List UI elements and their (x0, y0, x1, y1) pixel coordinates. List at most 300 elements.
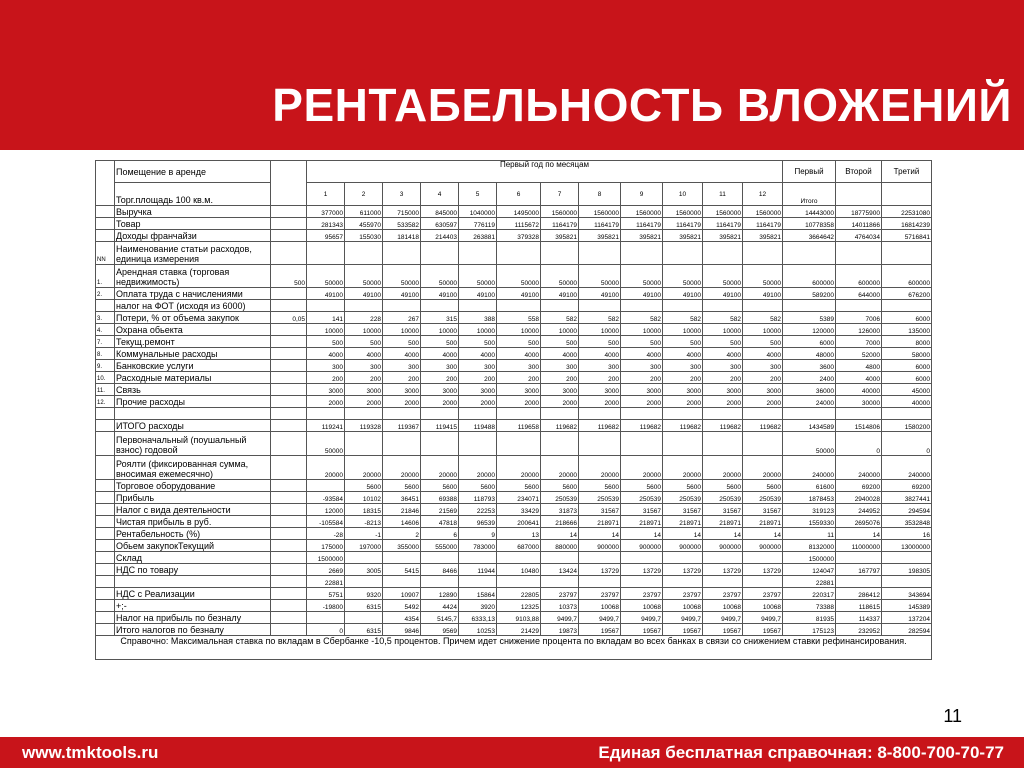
row-number-cell (96, 600, 115, 612)
month-value-cell (459, 408, 497, 420)
month-value-cell: 119328 (345, 420, 383, 432)
year-total-cell: 7000 (836, 336, 882, 348)
month-value-cell (459, 242, 497, 265)
month-value-cell: 9569 (421, 624, 459, 636)
month-value-cell: 900000 (663, 540, 703, 552)
year-total-cell: 198305 (882, 564, 932, 576)
month-header: 8 (579, 183, 621, 206)
month-value-cell: 1495000 (497, 206, 541, 218)
row-label-cell: Текущ.ремонт (115, 336, 271, 348)
month-value-cell: 395821 (621, 230, 663, 242)
month-value-cell (459, 432, 497, 456)
month-value-cell: 69388 (421, 492, 459, 504)
month-value-cell: 379328 (497, 230, 541, 242)
month-value-cell: 31567 (621, 504, 663, 516)
month-value-cell (541, 432, 579, 456)
year-total-cell: 11000000 (836, 540, 882, 552)
row-rate-cell (271, 230, 307, 242)
month-value-cell: 19567 (621, 624, 663, 636)
month-value-cell: 31567 (579, 504, 621, 516)
month-value-cell (743, 432, 783, 456)
month-value-cell: 10000 (497, 324, 541, 336)
year-total-cell: 2695076 (836, 516, 882, 528)
year-total-cell: 40000 (882, 396, 932, 408)
month-value-cell (421, 576, 459, 588)
row-rate-cell (271, 612, 307, 624)
month-value-cell: 582 (541, 312, 579, 324)
month-value-cell: 4424 (421, 600, 459, 612)
month-value-cell: 9103,88 (497, 612, 541, 624)
month-header: 1 (307, 183, 345, 206)
year-total-cell: 50000 (783, 432, 836, 456)
row-number-cell (96, 528, 115, 540)
month-value-cell: 50000 (383, 265, 421, 288)
year-total-cell: 286412 (836, 588, 882, 600)
row-label-cell: Товар (115, 218, 271, 230)
month-value-cell: 3000 (459, 384, 497, 396)
row-rate-cell (271, 348, 307, 360)
year-total-cell: 3664642 (783, 230, 836, 242)
month-value-cell: 3000 (383, 384, 421, 396)
table-row (96, 480, 932, 492)
month-value-cell: 388 (459, 312, 497, 324)
row-label-cell: Роялти (фиксированная сумма, вносимая ежемесячно) (115, 456, 271, 480)
month-value-cell: 2000 (421, 396, 459, 408)
month-value-cell: 900000 (579, 540, 621, 552)
year-total-cell: 52000 (836, 348, 882, 360)
row-number-cell: 2. (96, 288, 115, 300)
row-rate-cell (271, 528, 307, 540)
row-number-cell: 4. (96, 324, 115, 336)
month-value-cell: 23797 (663, 588, 703, 600)
month-value-cell (743, 408, 783, 420)
month-value-cell: 1164179 (579, 218, 621, 230)
row-label-cell (115, 408, 271, 420)
month-value-cell: 250539 (743, 492, 783, 504)
row-number-cell (96, 408, 115, 420)
month-value-cell: 31873 (541, 504, 579, 516)
row-rate-cell (271, 336, 307, 348)
month-value-cell: 3000 (307, 384, 345, 396)
year-total-cell: 16814239 (882, 218, 932, 230)
row-number-cell (96, 624, 115, 636)
month-value-cell: -93584 (307, 492, 345, 504)
year-total-cell (836, 576, 882, 588)
month-value-cell: 19567 (579, 624, 621, 636)
month-value-cell: 13729 (621, 564, 663, 576)
month-value-cell: 234071 (497, 492, 541, 504)
month-value-cell: 300 (459, 360, 497, 372)
row-label-cell: Рентабельность (%) (115, 528, 271, 540)
row-rate-cell (271, 480, 307, 492)
premises-header: Помещение в аренде (115, 161, 271, 183)
year-total-cell: 4800 (836, 360, 882, 372)
month-value-cell: 500 (621, 336, 663, 348)
year-total-cell: 3532848 (882, 516, 932, 528)
month-value-cell: 9 (459, 528, 497, 540)
month-value-cell (743, 242, 783, 265)
month-value-cell: 175000 (307, 540, 345, 552)
footer-site-link[interactable]: www.tmktools.ru (22, 743, 159, 762)
row-label-cell: НДС по товару (115, 564, 271, 576)
month-value-cell: 200 (579, 372, 621, 384)
table-row (96, 324, 932, 336)
month-value-cell: 500 (307, 336, 345, 348)
month-value-cell (497, 300, 541, 312)
row-number-cell (96, 218, 115, 230)
year-total-cell: 1559330 (783, 516, 836, 528)
row-rate-cell (271, 372, 307, 384)
month-value-cell: 49100 (497, 288, 541, 300)
month-value-cell: 20000 (421, 456, 459, 480)
month-value-cell: 49100 (663, 288, 703, 300)
month-value-cell (663, 242, 703, 265)
month-header: 4 (421, 183, 459, 206)
month-value-cell: 22881 (307, 576, 345, 588)
year-total-cell: 220317 (783, 588, 836, 600)
month-value-cell: 3000 (421, 384, 459, 396)
month-value-cell: 36451 (383, 492, 421, 504)
year-total-cell: 22531080 (882, 206, 932, 218)
month-value-cell: 13729 (743, 564, 783, 576)
year-total-cell (783, 300, 836, 312)
month-value-cell: 9499,7 (541, 612, 579, 624)
third-total-header-cell (882, 183, 932, 206)
month-value-cell: 9320 (345, 588, 383, 600)
table-row (96, 288, 932, 300)
table-row (96, 336, 932, 348)
month-value-cell: 155030 (345, 230, 383, 242)
month-value-cell: 50000 (541, 265, 579, 288)
month-header: 5 (459, 183, 497, 206)
month-value-cell (703, 432, 743, 456)
month-value-cell: 18315 (345, 504, 383, 516)
month-value-cell: 5415 (383, 564, 421, 576)
month-value-cell (703, 576, 743, 588)
month-value-cell: 500 (421, 336, 459, 348)
month-value-cell: 783000 (459, 540, 497, 552)
month-value-cell (541, 242, 579, 265)
month-value-cell: 9499,7 (703, 612, 743, 624)
month-value-cell: 5600 (459, 480, 497, 492)
month-value-cell: 4000 (703, 348, 743, 360)
month-value-cell: 10068 (743, 600, 783, 612)
month-value-cell (307, 300, 345, 312)
year-total-cell: 240000 (882, 456, 932, 480)
month-value-cell: 2669 (307, 564, 345, 576)
row-number-cell (96, 456, 115, 480)
month-value-cell: 200 (743, 372, 783, 384)
month-value-cell: 8466 (421, 564, 459, 576)
month-value-cell: 3000 (541, 384, 579, 396)
month-value-cell: 23797 (621, 588, 663, 600)
row-number-cell (96, 552, 115, 564)
month-value-cell: 3920 (459, 600, 497, 612)
year-total-cell: 0 (836, 432, 882, 456)
month-value-cell: -19800 (307, 600, 345, 612)
month-value-cell (541, 408, 579, 420)
year-total-cell: 240000 (783, 456, 836, 480)
table-row (96, 420, 932, 432)
month-value-cell: 2000 (541, 396, 579, 408)
month-value-cell (541, 576, 579, 588)
month-value-cell: 2 (383, 528, 421, 540)
month-value-cell: 687000 (497, 540, 541, 552)
month-value-cell (703, 242, 743, 265)
month-value-cell: 13729 (579, 564, 621, 576)
month-value-cell (421, 300, 459, 312)
row-label-cell: Охрана обьекта (115, 324, 271, 336)
month-value-cell: -28 (307, 528, 345, 540)
table-row (96, 504, 932, 516)
table-row (96, 528, 932, 540)
row-number-cell: 10. (96, 372, 115, 384)
year-total-cell: 232952 (836, 624, 882, 636)
month-value-cell (345, 432, 383, 456)
year-total-cell (836, 300, 882, 312)
month-value-cell: 4000 (541, 348, 579, 360)
year-total-cell: 6000 (882, 372, 932, 384)
month-value-cell: 49100 (541, 288, 579, 300)
table-row (96, 206, 932, 218)
month-value-cell: 500 (703, 336, 743, 348)
row-rate-cell (271, 432, 307, 456)
row-rate-cell (271, 540, 307, 552)
month-value-cell: 22253 (459, 504, 497, 516)
month-value-cell: 2000 (579, 396, 621, 408)
row-label-cell: ИТОГО расходы (115, 420, 271, 432)
year-total-cell: 1434589 (783, 420, 836, 432)
month-value-cell (345, 576, 383, 588)
month-value-cell: 3000 (345, 384, 383, 396)
month-value-cell: 21569 (421, 504, 459, 516)
month-value-cell: 20000 (579, 456, 621, 480)
month-value-cell: 2000 (743, 396, 783, 408)
year-total-cell: 6000 (882, 312, 932, 324)
rate-header-cell (271, 161, 307, 206)
month-value-cell: 218971 (703, 516, 743, 528)
area-header: Торг.площадь 100 кв.м. (115, 183, 271, 206)
row-label-cell: Прочие расходы (115, 396, 271, 408)
year-total-cell: 4000 (836, 372, 882, 384)
month-value-cell: 10000 (459, 324, 497, 336)
month-value-cell (497, 432, 541, 456)
row-rate-cell (271, 408, 307, 420)
year-total-cell: 114337 (836, 612, 882, 624)
month-value-cell (579, 408, 621, 420)
month-value-cell: -1 (345, 528, 383, 540)
month-value-cell: 250539 (621, 492, 663, 504)
month-value-cell (345, 552, 383, 564)
year-total-cell: 120000 (783, 324, 836, 336)
month-value-cell: 23797 (579, 588, 621, 600)
month-value-cell: 10373 (541, 600, 579, 612)
table-row (96, 492, 932, 504)
month-value-cell: 50000 (621, 265, 663, 288)
month-value-cell (497, 576, 541, 588)
month-value-cell: 4000 (383, 348, 421, 360)
month-value-cell: 20000 (703, 456, 743, 480)
month-value-cell: 500 (459, 336, 497, 348)
month-value-cell: 10480 (497, 564, 541, 576)
month-value-cell: 50000 (421, 265, 459, 288)
month-value-cell: 5600 (743, 480, 783, 492)
month-value-cell: 395821 (703, 230, 743, 242)
month-value-cell: 300 (383, 360, 421, 372)
month-value-cell (421, 242, 459, 265)
row-number-cell: 9. (96, 360, 115, 372)
month-value-cell: 1115672 (497, 218, 541, 230)
month-value-cell: 6315 (345, 600, 383, 612)
second-total-header-cell (836, 183, 882, 206)
month-value-cell (743, 576, 783, 588)
month-value-cell: 49100 (579, 288, 621, 300)
row-rate-cell (271, 242, 307, 265)
month-value-cell: 15864 (459, 588, 497, 600)
month-value-cell: 50000 (459, 265, 497, 288)
month-value-cell: 1560000 (703, 206, 743, 218)
row-label-cell: НДС с Реализации (115, 588, 271, 600)
month-value-cell: 13424 (541, 564, 579, 576)
month-value-cell: 533582 (383, 218, 421, 230)
year-total-cell: 18775900 (836, 206, 882, 218)
month-value-cell (307, 480, 345, 492)
month-value-cell: 900000 (743, 540, 783, 552)
second-year-col-header: Второй (836, 161, 882, 183)
page-number: 11 (943, 706, 962, 726)
month-value-cell: 250539 (579, 492, 621, 504)
month-header: 9 (621, 183, 663, 206)
month-value-cell: 10000 (421, 324, 459, 336)
year-total-cell: 69200 (836, 480, 882, 492)
month-value-cell: 4000 (345, 348, 383, 360)
year-total-cell: 14 (836, 528, 882, 540)
month-value-cell: 20000 (383, 456, 421, 480)
month-value-cell: 5600 (579, 480, 621, 492)
month-value-cell: 281343 (307, 218, 345, 230)
month-value-cell (663, 408, 703, 420)
row-rate-cell (271, 456, 307, 480)
row-rate-cell (271, 384, 307, 396)
month-value-cell (743, 300, 783, 312)
row-number-cell (96, 230, 115, 242)
month-value-cell (579, 300, 621, 312)
row-rate-cell (271, 588, 307, 600)
month-value-cell: 50000 (307, 265, 345, 288)
year-total-cell (882, 242, 932, 265)
year-total-cell: 240000 (836, 456, 882, 480)
month-value-cell: 50000 (579, 265, 621, 288)
row-label-cell: Оплата труда с начислениями (115, 288, 271, 300)
month-value-cell: 10000 (579, 324, 621, 336)
month-value-cell: 13729 (663, 564, 703, 576)
month-value-cell: 3000 (703, 384, 743, 396)
table-row (96, 360, 932, 372)
row-label-cell: Связь (115, 384, 271, 396)
total-header: Итого (783, 183, 836, 206)
year-total-cell: 126000 (836, 324, 882, 336)
month-value-cell: 49100 (703, 288, 743, 300)
month-value-cell: 2000 (621, 396, 663, 408)
year-total-cell: 58000 (882, 348, 932, 360)
month-value-cell (541, 300, 579, 312)
month-value-cell (459, 300, 497, 312)
month-value-cell: 250539 (663, 492, 703, 504)
month-value-cell: 5600 (621, 480, 663, 492)
month-value-cell: 200641 (497, 516, 541, 528)
month-value-cell (383, 432, 421, 456)
table-row (96, 408, 932, 420)
year-total-cell: 1878453 (783, 492, 836, 504)
month-value-cell: 200 (703, 372, 743, 384)
month-value-cell: 2000 (459, 396, 497, 408)
row-number-cell: 11. (96, 384, 115, 396)
row-label-cell: Наименование статьи расходов, единица измерения (115, 242, 271, 265)
year-total-cell: 600000 (882, 265, 932, 288)
row-number-cell: 3. (96, 312, 115, 324)
month-value-cell (703, 408, 743, 420)
month-value-cell: 119682 (541, 420, 579, 432)
month-value-cell (579, 576, 621, 588)
month-value-cell: 200 (421, 372, 459, 384)
month-value-cell: 582 (579, 312, 621, 324)
year-total-cell: 2400 (783, 372, 836, 384)
month-value-cell (459, 576, 497, 588)
row-rate-cell (271, 624, 307, 636)
month-value-cell: 630597 (421, 218, 459, 230)
month-value-cell: 200 (459, 372, 497, 384)
table-row (96, 230, 932, 242)
month-value-cell (345, 612, 383, 624)
table-row (96, 242, 932, 265)
profitability-table (95, 160, 932, 660)
month-value-cell: 5600 (541, 480, 579, 492)
month-value-cell: 21846 (383, 504, 421, 516)
year-total-cell: 3600 (783, 360, 836, 372)
month-value-cell: 20000 (459, 456, 497, 480)
month-value-cell: 4000 (579, 348, 621, 360)
month-value-cell: 1560000 (621, 206, 663, 218)
month-value-cell (307, 408, 345, 420)
month-value-cell (621, 242, 663, 265)
month-value-cell: 500 (497, 336, 541, 348)
month-value-cell: 31567 (743, 504, 783, 516)
month-value-cell (579, 242, 621, 265)
month-value-cell: 845000 (421, 206, 459, 218)
month-value-cell (383, 300, 421, 312)
row-label-cell: Склад (115, 552, 271, 564)
month-value-cell: 12890 (421, 588, 459, 600)
month-value-cell: 49100 (743, 288, 783, 300)
month-value-cell: 377000 (307, 206, 345, 218)
year-total-cell: 175123 (783, 624, 836, 636)
month-value-cell: 4000 (621, 348, 663, 360)
row-number-cell (96, 612, 115, 624)
month-value-cell: 500 (743, 336, 783, 348)
table-row (96, 372, 932, 384)
month-value-cell (307, 612, 345, 624)
table-row (96, 300, 932, 312)
month-value-cell (663, 552, 703, 564)
month-value-cell: 715000 (383, 206, 421, 218)
month-value-cell: 49100 (383, 288, 421, 300)
month-header: 10 (663, 183, 703, 206)
year-total-cell: 600000 (783, 265, 836, 288)
month-value-cell: 500 (345, 336, 383, 348)
month-value-cell: 31567 (703, 504, 743, 516)
month-value-cell: 2000 (345, 396, 383, 408)
month-value-cell: 20000 (621, 456, 663, 480)
